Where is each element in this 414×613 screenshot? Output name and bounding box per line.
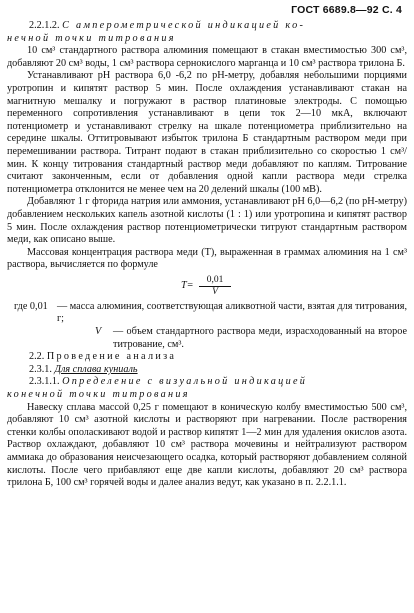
section-title-line1: Определение с визуальной индикацией bbox=[62, 376, 308, 388]
section-title-line1: С амперометрической индикацией ко- bbox=[62, 20, 306, 31]
definition-2-label: V bbox=[95, 326, 102, 338]
section-heading-2-3-1 bbox=[7, 364, 407, 377]
formula bbox=[7, 275, 407, 297]
formula-denominator: V bbox=[212, 286, 218, 297]
definition-2-text: — объем стандартного раствора меди, израсходованный на второе титрование, см³. bbox=[113, 326, 407, 350]
formula-fraction bbox=[199, 275, 231, 298]
section-title: Для сплава куниаль bbox=[54, 363, 138, 375]
paragraph-4: Массовая концентрация раствора меди (T), выраженная в граммах алюминия на 1 см³ раствора, вычисляется по формуле bbox=[7, 246, 407, 271]
page-header: ГОСТ 6689.8—92 С. 4 bbox=[291, 4, 402, 16]
paragraph-3: Добавляют 1 г фторида натрия или аммония, устанавливают pH 6,0—6,2 (по pH-метру) добавлением нескольких капель азотной кислоты (1 : 1) или уротропина и кипятят раствор 5 мин. После охлаждения раствор потенциометрически титруют стандартным раствором меди, как описано выше. bbox=[7, 196, 407, 246]
paragraph-5: Навеску сплава массой 0,25 г помещают в коническую колбу вместимостью 500 см³, добавляют 10 см³ азотной кислоты и растворяют при нагревании. После растворения стенки колбы ополаскивают водой и раствор кипятят 1—2 мин для удаления окислов азота. Раствор охлаждают, добавляют 10 см³ раствора мочевины и нейтрализуют раствором аммиака до образования неисчезающего осадка, который растворяют добавлением соляной кислоты. После чего прибавляют еще две капли кислоты, добавляют 20 см³ раствора трилона Б, 100 см³ горячей воды и далее анализ ведут, как указано в п. 2.2.1.1. bbox=[7, 401, 407, 489]
definition-1-label: где 0,01 bbox=[14, 300, 48, 312]
section-heading-line2 bbox=[7, 389, 407, 402]
section-number: 2.3.1.1. bbox=[29, 376, 60, 388]
formula-numerator: 0,01 bbox=[199, 275, 231, 287]
section-heading-2-2 bbox=[7, 351, 407, 364]
section-heading-2-2-1-2 bbox=[7, 20, 407, 33]
section-number: 2.2. bbox=[29, 351, 45, 363]
section-heading-line2 bbox=[7, 33, 407, 46]
section-number: 2.2.1.2. bbox=[29, 20, 60, 31]
section-title-line2: нечной точки титрования bbox=[7, 32, 176, 44]
section-title-line2: конечной точки титрования bbox=[7, 389, 190, 401]
definition-1-text: — масса алюминия, соответствующая аликвотной части, взятая для титрования, г; bbox=[57, 300, 407, 325]
section-number: 2.3.1. bbox=[29, 363, 52, 375]
paragraph-1: 10 см³ стандартного раствора алюминия помещают в стакан вместимостью 300 см³, добавляют 20 см³ воды, 1 см³ раствора сернокислого марганца и 10 см³ раствора трилона Б. bbox=[7, 45, 407, 69]
document-body bbox=[7, 20, 407, 490]
section-title: Проведение анализа bbox=[46, 351, 177, 363]
definition-1 bbox=[7, 301, 407, 326]
definition-2 bbox=[7, 326, 407, 351]
formula-lhs: T= bbox=[181, 279, 194, 291]
paragraph-2: Устанавливают pH раствора 6,0 -6,2 по pH-метру, добавляя небольшими порциями уротропин и кипятят раствор 5 мин. После охлаждения устанавливают стакан на магнитную мешалку и погружают в раствор платиновые электроды. С помощью переменного сопротивления устанавливают в цепи ток 2—10 мкА, включают потенциометр и устанавливают стрелку на шкале потенциометра приблизительно на середине шкалы. Оттитровывают избыток трилона Б стандартным раствором меди при перемешивании раствора. Титрант подают в стакан приблизительно со скоростью 1 см³/мин. К концу титрования стандартный раствор меди добавляют по каплям. Титрование считают законченным, если от добавления одной капли раствора меди стрелка потенциометра отклонится не менее чем на 20 делений шкалы (100 мВ). bbox=[7, 70, 407, 195]
section-heading-2-3-1-1 bbox=[7, 376, 407, 389]
